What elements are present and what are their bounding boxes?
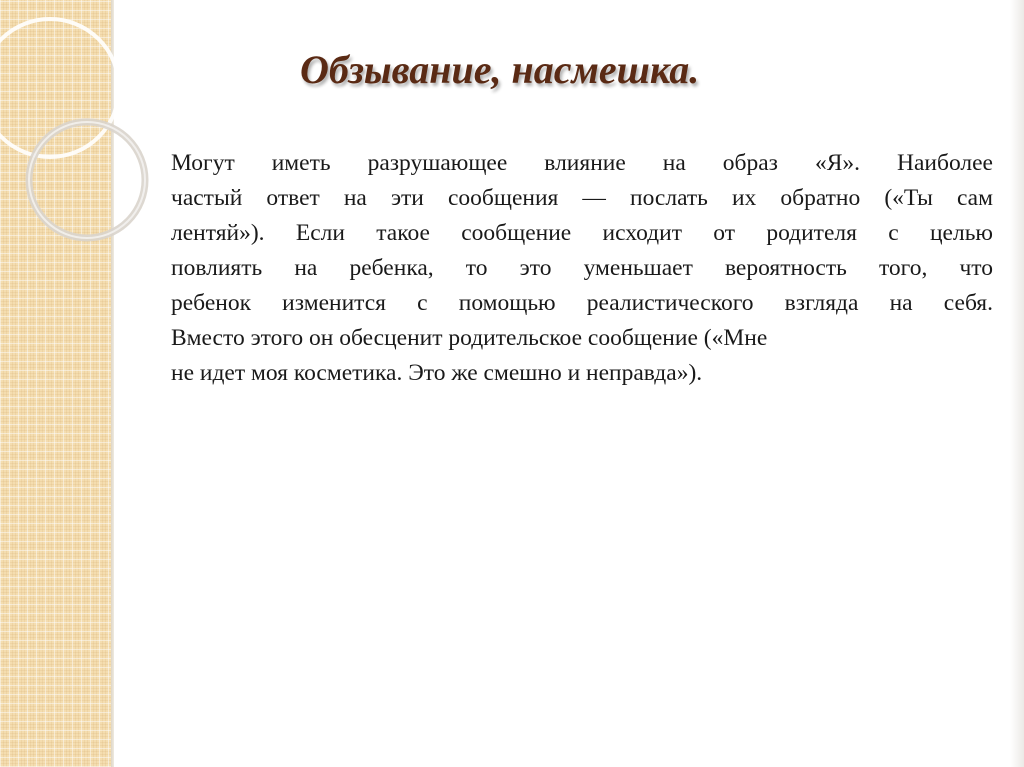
right-edge-shadow: [1010, 0, 1024, 767]
body-line: ребенок изменится с помощью реалистического взгляда на себя.: [171, 290, 993, 316]
slide-body-text: [171, 146, 993, 391]
body-line: частый ответ на эти сообщения — послать их обратно («Ты сам: [171, 185, 993, 211]
slide-title: Обзывание, насмешка.: [300, 47, 700, 92]
body-line: Вместо этого он обесценит родительское сообщение («Мне: [171, 325, 768, 351]
decorative-ring-small-highlight: [29, 122, 145, 238]
body-line: не идет моя косметика. Это же смешно и неправда»).: [171, 360, 703, 386]
body-line: повлиять на ребенка, то это уменьшает вероятность того, что: [171, 255, 993, 281]
decorative-ring-large: [0, 19, 119, 157]
body-line: Могут иметь разрушающее влияние на образ «Я». Наиболее: [171, 150, 993, 176]
decorative-rings: [0, 0, 160, 300]
body-line: лентяй»). Если такое сообщение исходит от родителя с целью: [171, 220, 993, 246]
